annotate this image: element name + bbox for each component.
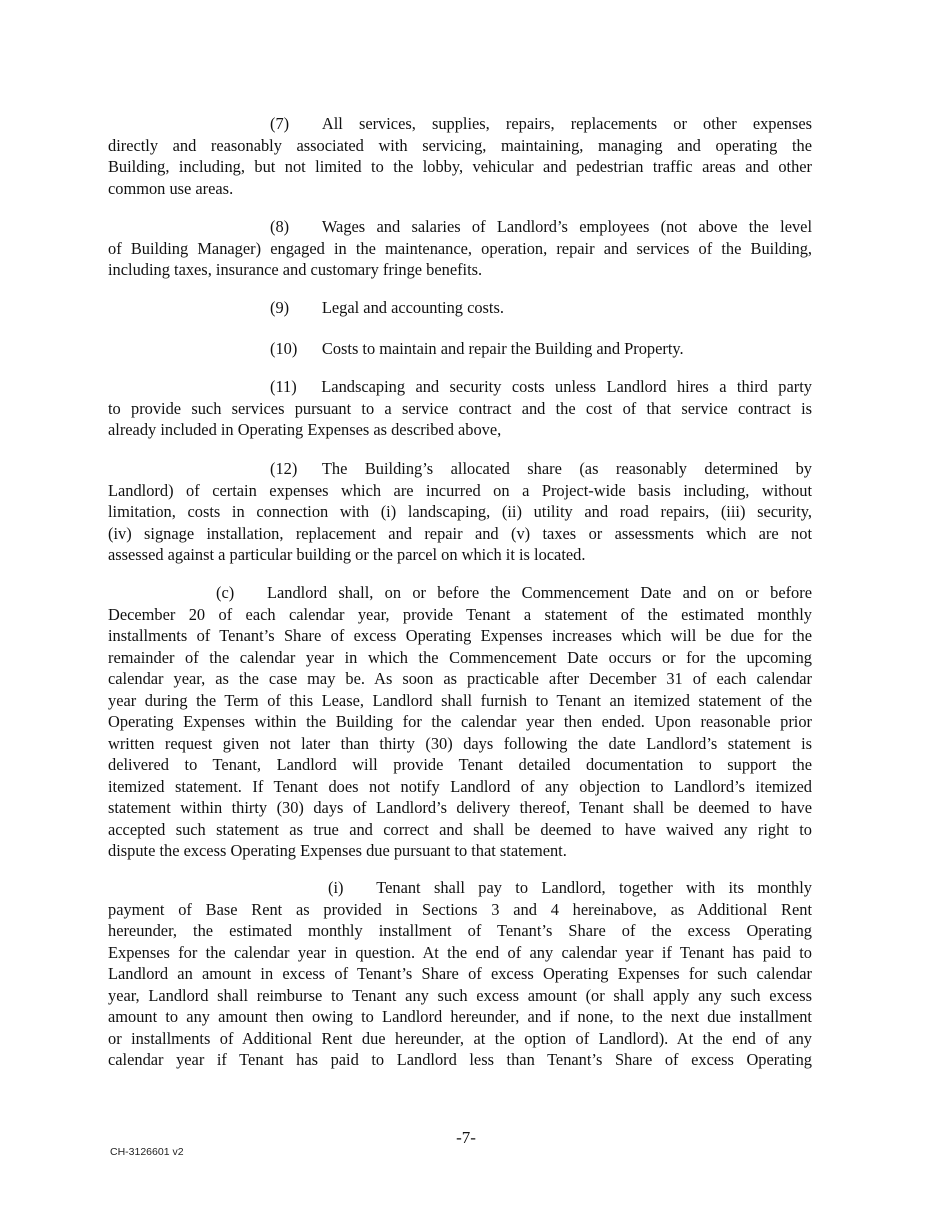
paragraph-item-10 (108, 338, 812, 360)
text-line: Landlord) of certain expenses which are incurred on a Project-wide basis including, without (108, 480, 812, 500)
text-line: (7) All services, supplies, repairs, replacements or other expenses (270, 114, 812, 133)
text-line: written request given not later than thirty (30) days following the date Landlord’s statement is (108, 733, 812, 753)
text-line: already included in Operating Expenses as described above, (108, 420, 502, 439)
text-line: (8) Wages and salaries of Landlord’s employees (not above the level (270, 217, 812, 236)
text-line: including taxes, insurance and customary fringe benefits. (108, 260, 483, 279)
text-line: remainder of the calendar year in which the Commencement Date occurs or for the upcoming (108, 647, 812, 667)
text-line: (10) Costs to maintain and repair the Building and Property. (270, 339, 684, 358)
text-line: (c) Landlord shall, on or before the Commencement Date and on or before (216, 583, 812, 602)
text-line: (9) Legal and accounting costs. (270, 298, 504, 317)
paragraph-section-c (108, 582, 812, 862)
text-line: accepted such statement as true and correct and shall be deemed to have waived any right to (108, 819, 812, 839)
text-line: hereunder, the estimated monthly installment of Tenant’s Share of the excess Operating (108, 921, 812, 940)
text-line: of Building Manager) engaged in the maintenance, operation, repair and services of the Building, (108, 238, 812, 258)
text-line: assessed against a particular building or the parcel on which it is located. (108, 545, 586, 564)
text-line: delivered to Tenant, Landlord will provide Tenant detailed documentation to support the (108, 755, 812, 774)
text-line: installments of Tenant’s Share of excess Operating Expenses increases which will be due for the (108, 626, 812, 645)
text-line: Landlord an amount in excess of Tenant’s Share of excess Operating Expenses for such calendar (108, 964, 812, 983)
text-line: or installments of Additional Rent due hereunder, at the option of Landlord). At the end of any (108, 1028, 812, 1048)
page-number: -7- (456, 1128, 476, 1147)
text-line: limitation, costs in connection with (i) landscaping, (ii) utility and road repairs, (iii) security, (108, 502, 812, 521)
text-line: Operating Expenses within the Building for the calendar year then ended. Upon reasonable prior (108, 712, 812, 731)
paragraph-subsection-i (108, 877, 812, 1071)
paragraph-item-12 (108, 458, 812, 566)
text-line: December 20 of each calendar year, provide Tenant a statement of the estimated monthly (108, 604, 812, 624)
document-id: CH-3126601 v2 (110, 1146, 184, 1158)
text-line: dispute the excess Operating Expenses due pursuant to that statement. (108, 841, 567, 860)
text-line: payment of Base Rent as provided in Sections 3 and 4 hereinabove, as Additional Rent (108, 899, 812, 919)
text-line: (iv) signage installation, replacement and repair and (v) taxes or assessments which are not (108, 523, 812, 543)
paragraph-item-9 (108, 297, 812, 319)
text-line: year during the Term of this Lease, Landlord shall furnish to Tenant an itemized statement of the (108, 690, 812, 710)
text-line: itemized statement. If Tenant does not notify Landlord of any objection to Landlord’s itemized (108, 776, 812, 796)
text-line: calendar year if Tenant has paid to Landlord less than Tenant’s Share of excess Operating (108, 1050, 812, 1069)
text-line: Expenses for the calendar year in question. At the end of any calendar year if Tenant has paid to (108, 942, 812, 962)
text-line: common use areas. (108, 178, 234, 198)
paragraph-item-7 (108, 113, 812, 199)
text-line: (i) Tenant shall pay to Landlord, together with its monthly (328, 878, 812, 897)
paragraph-item-8 (108, 216, 812, 281)
text-line: Building, including, but not limited to the lobby, vehicular and pedestrian traffic areas and other (108, 157, 812, 176)
text-line: (11) Landscaping and security costs unless Landlord hires a third party (270, 377, 812, 396)
paragraph-item-11 (108, 376, 812, 441)
text-line: to provide such services pursuant to a service contract and the cost of that service contract is (108, 398, 812, 418)
text-line: (12) The Building’s allocated share (as reasonably determined by (270, 459, 812, 478)
text-line: statement within thirty (30) days of Landlord’s delivery thereof, Tenant shall be deemed to have (108, 798, 812, 817)
text-line: amount to any amount then owing to Landlord hereunder, and if none, to the next due installment (108, 1007, 812, 1026)
text-line: year, Landlord shall reimburse to Tenant any such excess amount (or shall apply any such excess (108, 985, 812, 1005)
text-line: directly and reasonably associated with servicing, maintaining, managing and operating the (108, 135, 812, 155)
text-line: calendar year, as the case may be. As soon as practicable after December 31 of each calendar (108, 669, 812, 688)
